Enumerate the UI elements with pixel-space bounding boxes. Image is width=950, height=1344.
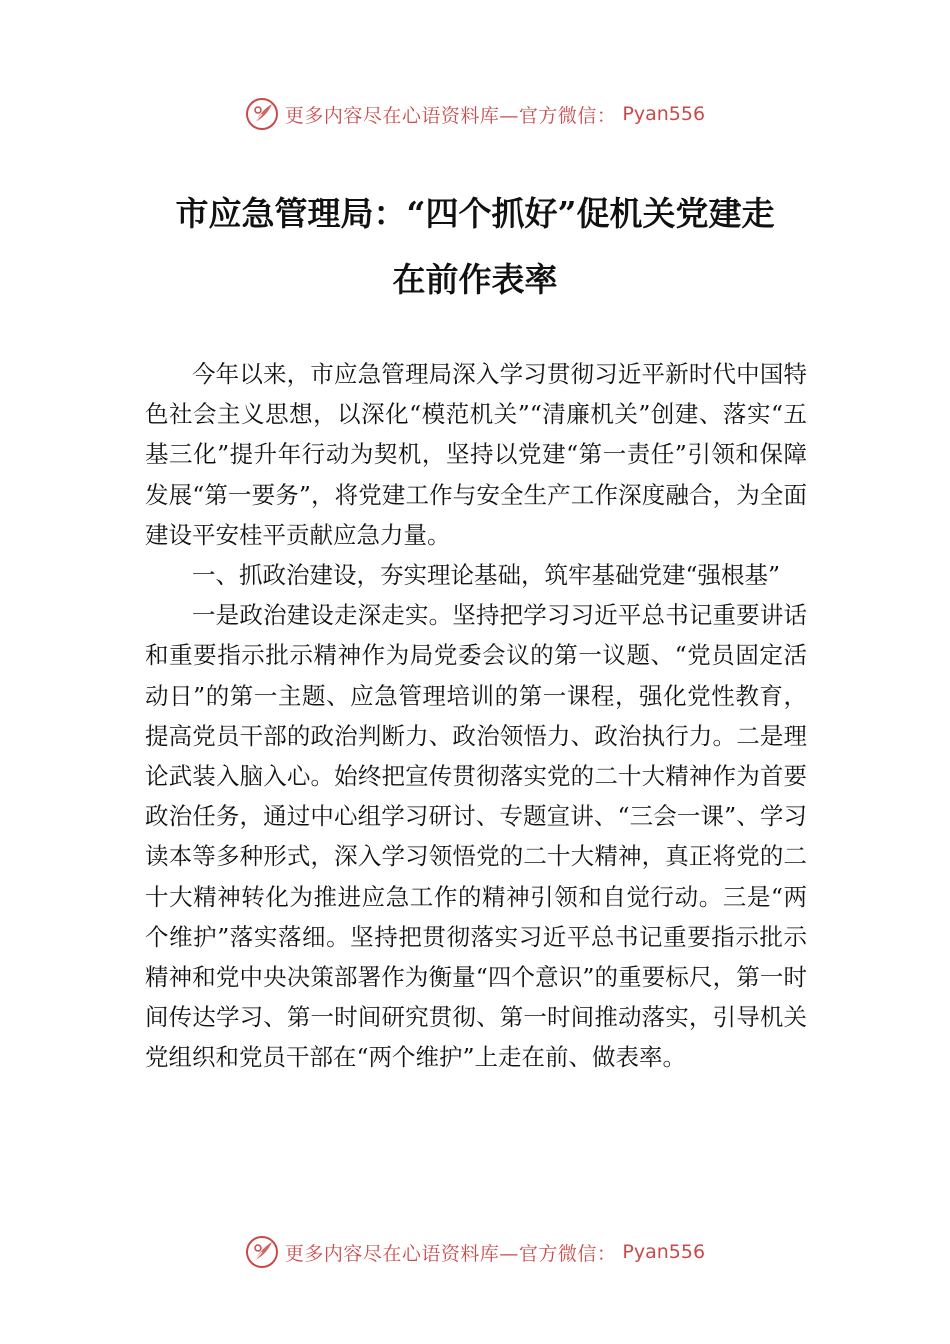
- watermark-wechat-id: Pyan556: [622, 1241, 706, 1263]
- watermark-text: 更多内容尽在心语资料库—官方微信：: [284, 104, 617, 127]
- document-title-line-2: 在前作表率: [392, 260, 558, 299]
- header-watermark: [0, 94, 950, 134]
- footer-watermark: [0, 1232, 950, 1272]
- paragraph-political-building: 一是政治建设走深走实。坚持把学习习近平总书记重要讲话和重要指示批示精神作为局党委会议的第一议题、“党员固定活动日”的第一主题、应急管理培训的第一课程，强化党性教育，提高党员干部的政治判断力、政治领悟力、政治执行力。二是理论武装入脑入心。始终把宣传贯彻落实党的二十大精神作为首要政治任务，通过中心组学习研讨、专题宣讲、“三会一课”、学习读本等多种形式，深入学习领悟党的二十大精神，真正将党的二十大精神转化为推进应急工作的精神引领和自觉行动。三是“两个维护”落实落细。坚持把贯彻落实习近平总书记重要指示批示精神和党中央决策部署作为衡量“四个意识”的重要标尺，第一时间传达学习、第一时间研究贯彻、第一时间推动落实，引导机关党组织和党员干部在“两个维护”上走在前、做表率。: [145, 601, 807, 1072]
- watermark-wechat-id: Pyan556: [622, 103, 706, 125]
- paragraph-section-heading: 一、抓政治建设，夯实理论基础，筑牢基础党建“强根基”: [192, 561, 781, 590]
- feather-quill-icon: [245, 97, 279, 131]
- document-body: [145, 354, 807, 1078]
- watermark-text: 更多内容尽在心语资料库—官方微信：: [284, 1242, 617, 1265]
- document-title-line-1: 市应急管理局：“四个抓好”促机关党建走: [175, 194, 775, 233]
- feather-quill-icon: [245, 1235, 279, 1269]
- paragraph-intro: 今年以来，市应急管理局深入学习贯彻习近平新时代中国特色社会主义思想，以深化“模范机关”“清廉机关”创建、落实“五基三化”提升年行动为契机，坚持以党建“第一责任”引领和保障发展“第一要务”，将党建工作与安全生产工作深度融合，为全面建设平安桂平贡献应急力量。: [145, 360, 807, 549]
